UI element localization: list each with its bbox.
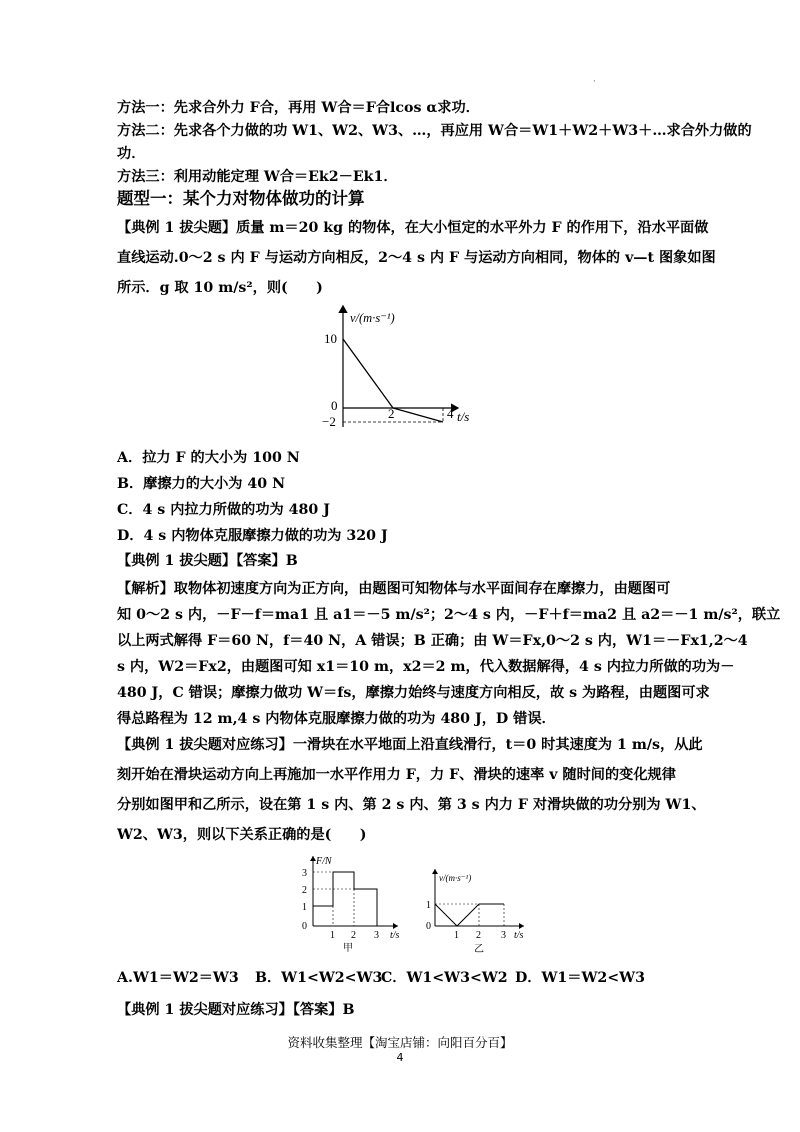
ft-tick-t3: 3 [374,930,379,941]
vt-x-label: t/s [457,409,470,424]
vt2-tick-t1: 1 [454,930,459,941]
vt2-tick-1: 1 [426,900,431,911]
ex2-options [117,967,677,989]
vt2-line [435,904,504,926]
ex2-answer: 【典例 1 拔尖题对应练习】【答案】B [117,1002,355,1018]
ft-step-line [313,872,377,926]
ex2-line-4: W2、W3，则以下关系正确的是( ) [117,827,367,843]
analysis-line-3: 以上两式解得 F＝60 N，f＝40 N，A 错误；B 正确；由 W＝Fx,0～2 s 内，W1＝－Fx1,2～4 [117,633,748,649]
ex2-option-a: A.W1＝W2＝W3 [117,970,239,986]
method-1: 方法一：先求合外力 F合，再用 W合＝F合lcos α求功． [117,100,480,116]
ft-tick-t1: 1 [330,930,335,941]
vt-tick-4: 4 [447,406,454,421]
ex2-line-3: 分别如图甲和乙所示，设在第 1 s 内、第 2 s 内、第 3 s 内力 F 对滑块做的功分别为 W1、 [117,797,706,813]
vt2-tick-0: 0 [426,921,431,932]
analysis-line-4: s 内，W2＝Fx2，由题图可知 x1＝10 m，x2＝2 m，代入数据解得，4 s 内拉力所做的功为－ [117,659,735,675]
ex1-option-c: C．4 s 内拉力所做的功为 480 J [117,502,330,518]
ft-tick-3: 3 [302,868,307,879]
ex1-option-a: A．拉力 F 的大小为 100 N [117,450,300,466]
section-title: 题型一：某个力对物体做功的计算 [117,189,365,208]
ex1-option-d: D．4 s 内物体克服摩擦力做的功为 320 J [117,528,388,544]
method-2: 方法二：先求各个力做的功 W1、W2、W3、…，再应用 W合＝W1＋W2＋W3＋…求合外力做的 [117,123,752,139]
vt2-caption: 乙 [474,944,484,955]
analysis-line-2: 知 0～2 s 内，－F－f＝ma1 且 a1＝－5 m/s²；2～4 s 内，－F＋f＝ma2 且 a2＝－1 m/s²，联立 [117,607,781,623]
ft-caption: 甲 [343,943,353,954]
ex1-line-2: 直线运动.0～2 s 内 F 与运动方向相反，2～4 s 内 F 与运动方向相同，物体的 v—t 图象如图 [117,250,716,266]
vt-y-label: v/(m·s⁻¹) [350,311,395,325]
vt-tick-2: 2 [388,406,395,421]
ex2-option-d: D．W1＝W2<W3 [515,970,645,986]
analysis-line-6: 得总路程为 12 m,4 s 内物体克服摩擦力做的功为 480 J，D 错误． [117,711,556,727]
ex1-answer: 【典例 1 拔尖题】【答案】B [117,553,298,569]
ft-tick-0: 0 [302,921,307,932]
vt2-graph [418,866,538,956]
scan-dot: · [593,77,596,87]
ft-tick-2: 2 [302,885,307,896]
ex2-option-c: C．W1<W3<W2 [381,970,508,986]
ft-x-label: t/s [390,930,400,941]
method-3: 方法三：利用动能定理 W合＝Ek2－Ek1． [117,169,398,185]
footer-source: 资料收集整理【淘宝店铺：向阳百分百】 [287,1035,513,1050]
ex1-line-3: 所示．g 取 10 m/s²，则( ) [117,280,323,296]
vt-line-segment-2 [393,408,443,422]
ex2-line-2: 刻开始在滑块运动方向上再施加一水平作用力 F，力 F、滑块的速率 v 随时间的变化规律 [117,767,676,783]
ex1-line-1: 【典例 1 拔尖题】质量 m＝20 kg 的物体，在大小恒定的水平外力 F 的作用下，沿水平面做 [117,220,709,236]
ft-graph [290,852,410,957]
vt-tick-neg2: −2 [322,414,336,429]
ex2-option-b: B．W1<W2<W3 [255,970,383,986]
vt2-tick-t3: 3 [501,930,506,941]
analysis-line-5: 480 J，C 错误；摩擦力做功 W＝fs，摩擦力始终与速度方向相反，故 s 为路程，由题图可求 [117,685,710,701]
vt-graph [310,302,490,437]
ft-tick-1: 1 [302,902,307,913]
analysis-line-1: 【解析】取物体初速度方向为正方向，由题图可知物体与水平面间存在摩擦力，由题图可 [117,581,671,597]
vt2-y-label: v/(m·s⁻¹) [439,873,472,883]
ft-tick-t2: 2 [351,930,356,941]
vt-tick-0: 0 [331,398,338,413]
vt2-x-label: t/s [514,930,524,941]
ex2-line-1: 【典例 1 拔尖题对应练习】一滑块在水平地面上沿直线滑行，t＝0 时其速度为 1 m/s，从此 [117,737,703,753]
method-2-cont: 功． [117,146,146,162]
vt2-tick-t2: 2 [476,930,481,941]
page-number: 4 [396,1051,404,1064]
ex1-option-b: B．摩擦力的大小为 40 N [117,476,286,492]
vt-line-segment-1 [343,339,393,408]
ft-y-label: F/N [316,856,332,867]
vt-tick-10: 10 [324,331,337,346]
